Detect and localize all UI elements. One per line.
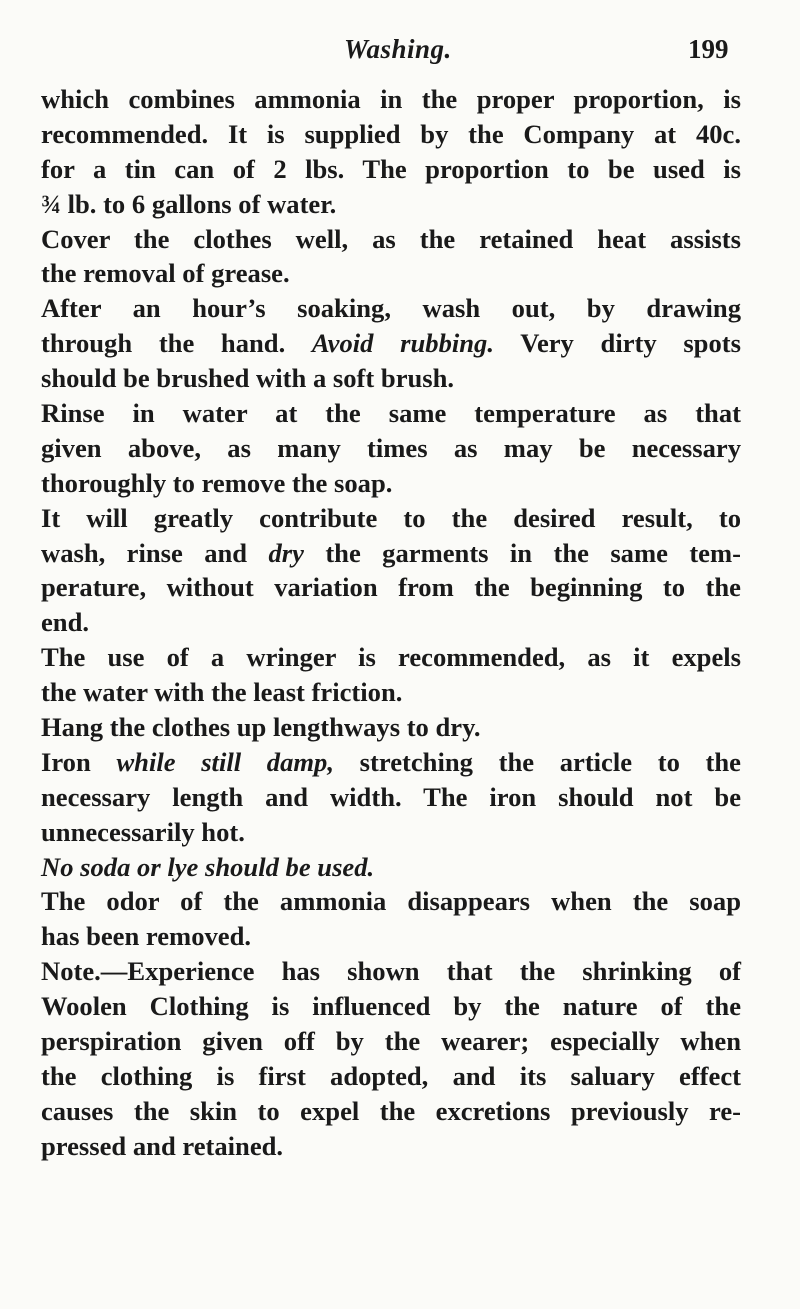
text-line	[41, 501, 741, 536]
text-run: perspiration given off by the wearer; especially when	[41, 1026, 741, 1057]
text-line	[41, 361, 741, 396]
text-run: the water with the least friction.	[41, 677, 403, 708]
body-text	[41, 82, 741, 1164]
italic-run: while still damp,	[116, 746, 335, 777]
text-line	[41, 466, 741, 501]
text-line	[41, 396, 741, 431]
text-line	[41, 780, 741, 815]
text-run: Note.—Experience has shown that the shrinking of	[41, 956, 741, 987]
text-run: Woolen Clothing is influenced by the nature of the	[41, 991, 741, 1022]
italic-run: No soda or lye should be used.	[41, 851, 375, 882]
text-run: necessary length and width. The iron should not be	[41, 781, 741, 812]
text-line	[41, 326, 741, 361]
text-run: which combines ammonia in the proper proportion, is	[41, 84, 741, 114]
page-number: 199	[688, 34, 729, 64]
text-line	[41, 536, 741, 571]
text-line	[41, 605, 741, 640]
text-run: It will greatly contribute to the desired result, to	[41, 502, 741, 533]
text-line	[41, 256, 741, 291]
text-run: causes the skin to expel the excretions previously re-	[41, 1095, 741, 1126]
text-line	[41, 815, 741, 850]
text-line	[41, 745, 741, 780]
text-run: the removal of grease.	[41, 258, 290, 289]
text-line	[41, 919, 741, 954]
text-run: Rinse in water at the same temperature as that	[41, 398, 741, 429]
text-line	[41, 675, 741, 710]
text-run: Hang the clothes up lengthways to dry.	[41, 712, 481, 743]
text-run: ¾ lb. to 6 gallons of water.	[41, 188, 337, 219]
text-run: should be brushed with a soft brush.	[41, 363, 455, 394]
text-run: The use of a wringer is recommended, as it expels	[41, 642, 741, 673]
running-title: Washing.	[344, 34, 452, 64]
text-line	[41, 640, 741, 675]
text-run: Cover the clothes well, as the retained heat assists	[41, 223, 741, 254]
text-line	[41, 1129, 741, 1164]
text-run: wash, rinse and	[41, 537, 269, 568]
text-line	[41, 710, 741, 745]
text-line	[41, 1059, 741, 1094]
text-run: through the hand.	[41, 328, 312, 359]
text-line	[41, 884, 741, 919]
text-run: for a tin can of 2 lbs. The proportion to be used is	[41, 153, 741, 184]
text-run: end.	[41, 607, 90, 638]
text-line	[41, 222, 741, 257]
text-run: recommended. It is supplied by the Company at 40c.	[41, 118, 741, 149]
text-run: thoroughly to remove the soap.	[41, 467, 393, 498]
text-line	[41, 1024, 741, 1059]
text-line	[41, 954, 741, 989]
text-run: has been removed.	[41, 921, 252, 952]
italic-run: Avoid rubbing.	[311, 328, 494, 359]
text-line	[41, 187, 741, 222]
text-run: After an hour’s soaking, wash out, by drawing	[41, 293, 741, 324]
text-run: The odor of the ammonia disappears when the soap	[41, 886, 741, 917]
text-line	[41, 850, 741, 885]
text-run: perature, without variation from the beginning to the	[41, 572, 741, 603]
text-line	[41, 117, 741, 152]
text-run: Very dirty spots	[494, 328, 741, 359]
text-line	[41, 82, 741, 117]
page-header	[0, 34, 800, 74]
text-run: stretching the article to the	[334, 746, 741, 777]
text-line	[41, 431, 741, 466]
text-line	[41, 1094, 741, 1129]
text-line	[41, 570, 741, 605]
text-line	[41, 989, 741, 1024]
text-run: pressed and retained.	[41, 1130, 284, 1161]
text-run: unnecessarily hot.	[41, 816, 245, 847]
text-run: the clothing is first adopted, and its saluary effect	[41, 1060, 741, 1091]
text-run: the garments in the same tem-	[303, 537, 741, 568]
text-line	[41, 291, 741, 326]
text-run: Iron	[41, 746, 117, 777]
text-line	[41, 152, 741, 187]
italic-run: dry	[268, 537, 304, 568]
text-run: given above, as many times as may be necessary	[41, 432, 741, 463]
